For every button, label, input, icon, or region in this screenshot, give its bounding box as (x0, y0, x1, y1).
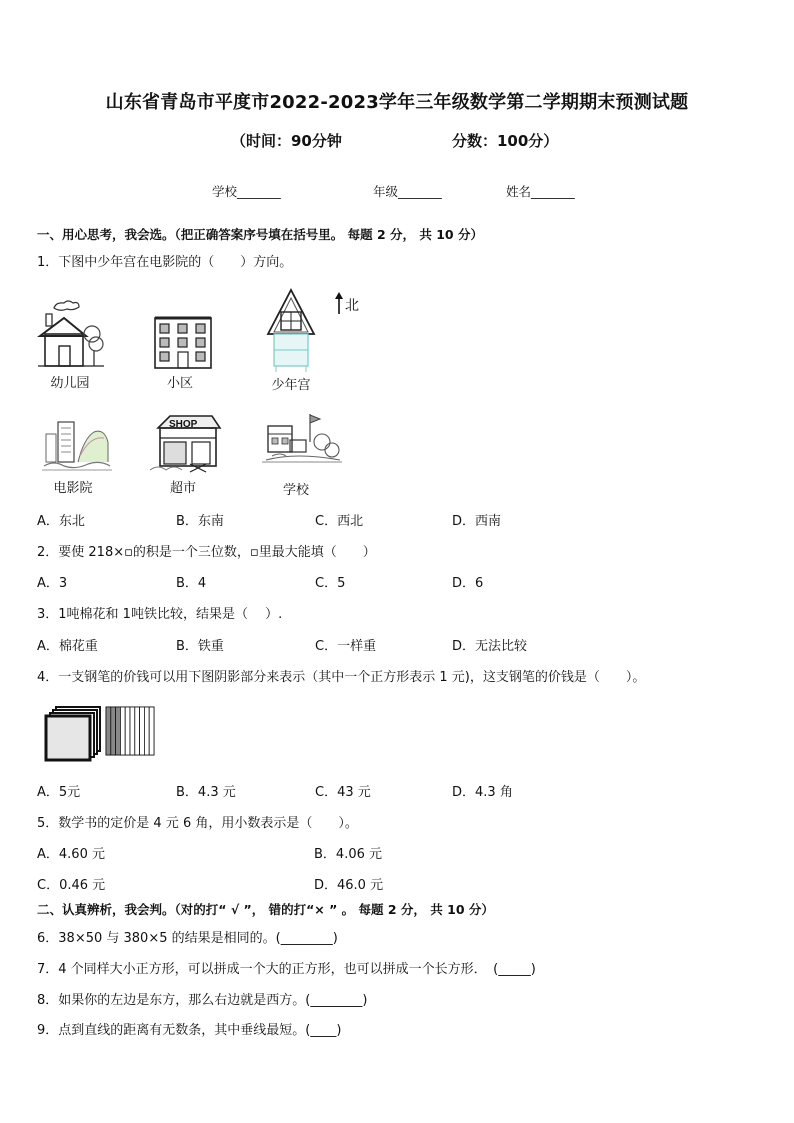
supermarket-icon (150, 414, 222, 474)
school-icon (262, 412, 342, 476)
q4-option-c[interactable]: C．43 元 (315, 785, 371, 800)
tenth-strip (106, 707, 111, 755)
community-label: 小区 (166, 376, 193, 391)
page-title: 山东省青岛市平度市2022-2023学年三年级数学第二学期期末预测试题 (105, 92, 689, 113)
tenth-strip (144, 707, 149, 755)
section2-heading: 二、认真辨析，我会判。（对的打“ √ ”， 错的打“× ” 。 每题 2 分， 共 10 分） (37, 902, 494, 917)
q4-option-b[interactable]: B．4.3 元 (176, 785, 236, 800)
q5-option-a[interactable]: A．4.60 元 (37, 847, 105, 862)
q4-option-a[interactable]: A．5元 (37, 785, 81, 800)
q1-option-b[interactable]: B．东南 (176, 514, 224, 529)
question-1: 1．下图中少年宫在电影院的（ ）方向。 (37, 255, 293, 270)
q3-option-b[interactable]: B．铁重 (176, 639, 224, 654)
cinema-icon (42, 416, 112, 474)
q1-option-a[interactable]: A．东北 (37, 514, 85, 529)
q1-option-c[interactable]: C．西北 (315, 514, 364, 529)
question-3: 3．1吨棉花和 1吨铁比较，结果是（ ）. (37, 607, 283, 622)
tenth-strip (120, 707, 125, 755)
q2-option-b[interactable]: B．4 (176, 576, 207, 591)
tenth-strip (116, 707, 121, 755)
question-5: 5．数学书的定价是 4 元 6 角，用小数表示是（ ）。 (37, 816, 358, 831)
tenth-strip (135, 707, 140, 755)
tenth-strip (130, 707, 135, 755)
kindergarten-icon (38, 300, 104, 370)
youth-palace-icon (264, 288, 318, 372)
tenth-strip (140, 707, 145, 755)
section1-heading: 一、用心思考，我会选。（把正确答案序号填在括号里。 每题 2 分， 共 10 分） (37, 227, 483, 242)
shaded-squares-figure (44, 705, 162, 761)
supermarket-label: 超市 (169, 481, 196, 496)
q3-option-d[interactable]: D．无法比较 (452, 639, 528, 654)
cinema-label: 电影院 (53, 481, 93, 496)
tenth-strips (106, 707, 154, 755)
q2-option-a[interactable]: A．3 (37, 576, 68, 591)
tenth-strip (111, 707, 116, 755)
q2-option-d[interactable]: D．6 (452, 576, 484, 591)
question-9: 9．点到直线的距离有无数条，其中垂线最短。(____) (37, 1023, 342, 1038)
school-label: 学校 (282, 483, 309, 498)
kindergarten-label: 幼儿园 (50, 376, 90, 391)
question-8: 8．如果你的左边是东方，那么右边就是西方。(________) (37, 993, 368, 1008)
north-arrow-icon (333, 292, 345, 316)
tenth-strip (149, 707, 154, 755)
q4-option-d[interactable]: D．4.3 角 (452, 785, 513, 800)
school-field[interactable]: 学校_______ (212, 184, 281, 199)
q3-option-c[interactable]: C．一样重 (315, 639, 377, 654)
q5-option-d[interactable]: D．46.0 元 (314, 878, 384, 893)
q5-option-b[interactable]: B．4.06 元 (314, 847, 382, 862)
north-label: 北 (345, 298, 359, 314)
name-field[interactable]: 姓名_______ (506, 184, 575, 199)
community-building-icon (152, 312, 214, 368)
q3-option-a[interactable]: A．棉花重 (37, 639, 98, 654)
question-7: 7．4 个同样大小正方形，可以拼成一个大的正方形，也可以拼成一个长方形． (_____) (37, 962, 536, 977)
question-4: 4．一支钢笔的价钱可以用下图阴影部分来表示（其中一个正方形表示 1 元)，这支钢笔的价钱是（ ）。 (37, 670, 646, 685)
shop-sign: SHOP (169, 419, 198, 430)
q1-option-d[interactable]: D．西南 (452, 514, 502, 529)
question-2: 2．要使 218×▫的积是一个三位数，▫里最大能填（ ） (37, 545, 376, 560)
youth-palace-label: 少年宫 (271, 378, 311, 393)
exam-time: （时间：90分钟 (231, 132, 342, 150)
question-6: 6．38×50 与 380×5 的结果是相同的。(________) (37, 931, 338, 946)
exam-score: 分数：100分） (452, 132, 559, 150)
tenth-strip (125, 707, 130, 755)
q2-option-c[interactable]: C．5 (315, 576, 346, 591)
q5-option-c[interactable]: C．0.46 元 (37, 878, 106, 893)
grade-field[interactable]: 年级_______ (373, 184, 442, 199)
